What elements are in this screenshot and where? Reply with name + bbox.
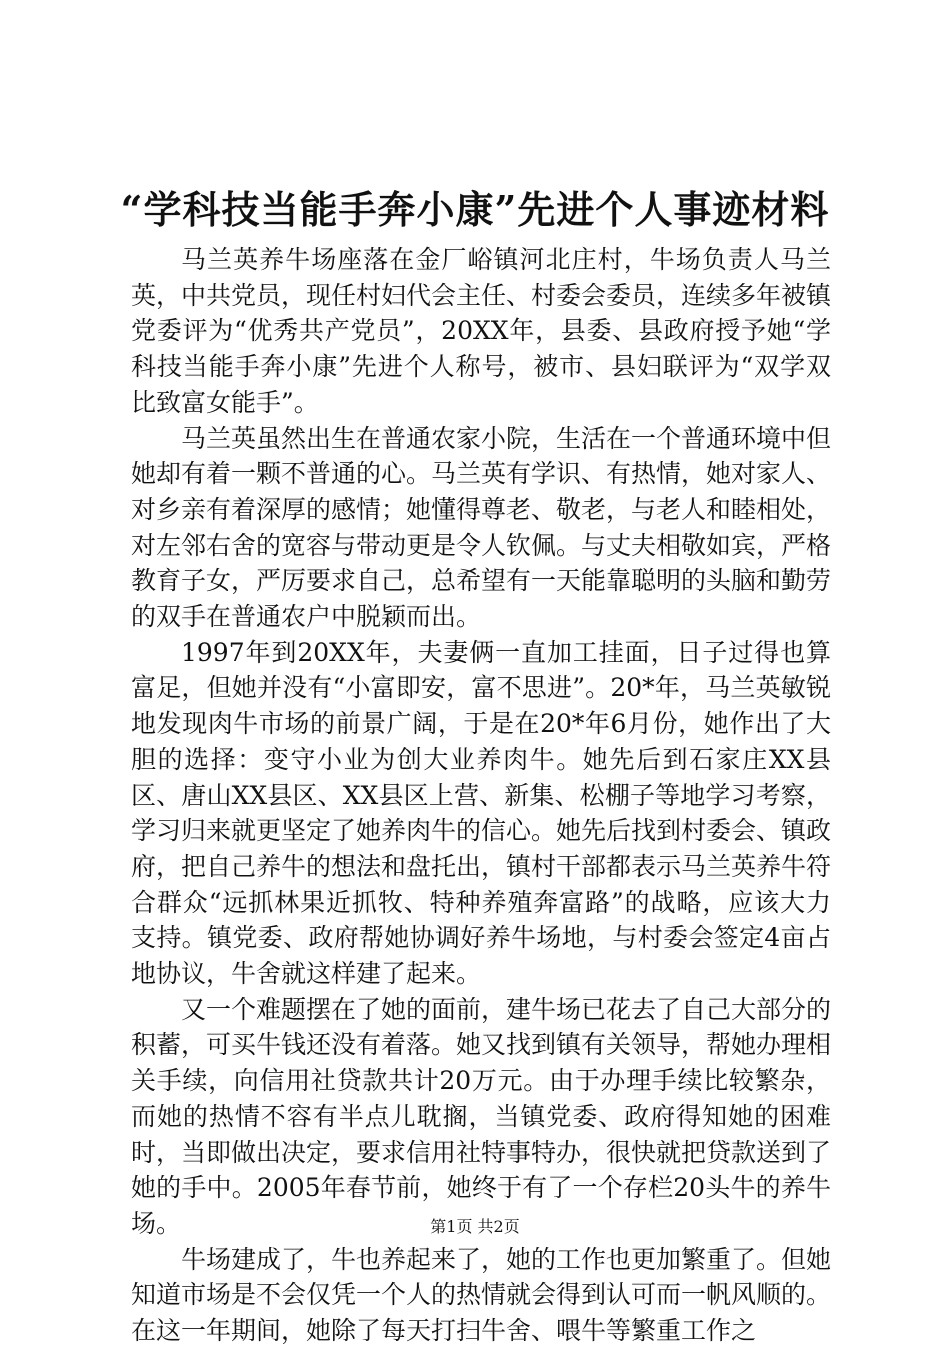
page-number-footer: 第1页 共2页: [430, 1217, 520, 1236]
document-title: “学科技当能手奔小康”先进个人事迹材料: [120, 187, 830, 232]
paragraph-4: 又一个难题摆在了她的面前，建牛场已花去了自己大部分的积蓄，可买牛钱还没有着落。她又找到镇有关领导，帮她办理相关手续，向信用社贷款共计20万元。由于办理手续比较繁杂，而她的热情不容有半点儿耽搁，当镇党委、政府得知她的困难时，当即做出决定，要求信用社特事特办，很快就把贷款送到了她的手中。2005年春节前，她终于有了一个存栏20头牛的养牛场。: [131, 994, 832, 1238]
paragraph-2: 马兰英虽然出生在普通农家小院，生活在一个普通环境中但她却有着一颗不普通的心。马兰英有学识、有热情，她对家人、对乡亲有着深厚的感情；她懂得尊老、敬老，与老人和睦相处，对左邻右舍的宽容与带动更是令人钦佩。与丈夫相敬如宾，严格教育子女，严厉要求自己，总希望有一天能靠聪明的头脑和勤劳的双手在普通农户中脱颖而出。: [131, 423, 832, 632]
paragraph-3: 1997年到20XX年，夫妻俩一直加工挂面，日子过得也算富足，但她并没有“小富即安，富不思进”。20*年，马兰英敏锐地发现肉牛市场的前景广阔，于是在20*年6月份，她作出了大胆的选择：变守小业为创大业养肉牛。她先后到石家庄XX县区、唐山XX县区、XX县区上营、新集、松棚子等地学习考察，学习归来就更坚定了她养肉牛的信心。她先后找到村委会、镇政府，把自己养牛的想法和盘托出，镇村干部都表示马兰英养牛符合群众“远抓林果近抓牧、特种养殖奔富路”的战略，应该大力支持。镇党委、政府帮她协调好养牛场地，与村委会签定4亩占地协议，牛舍就这样建了起来。: [131, 637, 832, 989]
paragraph-1: 马兰英养牛场座落在金厂峪镇河北庄村，牛场负责人马兰英，中共党员，现任村妇代会主任、村委会委员，连续多年被镇党委评为“优秀共产党员”，20XX年，县委、县政府授予她“学科技当能手奔小康”先进个人称号，被市、县妇联评为“双学双比致富女能手”。: [131, 245, 832, 417]
paragraph-5: 牛场建成了，牛也养起来了，她的工作也更加繁重了。但她知道市场是不会仅凭一个人的热情就会得到认可而一帆风顺的。在这一年期间，她除了每天打扫牛舍、喂牛等繁重工作之: [131, 1244, 832, 1346]
document-body: [131, 242, 831, 1349]
